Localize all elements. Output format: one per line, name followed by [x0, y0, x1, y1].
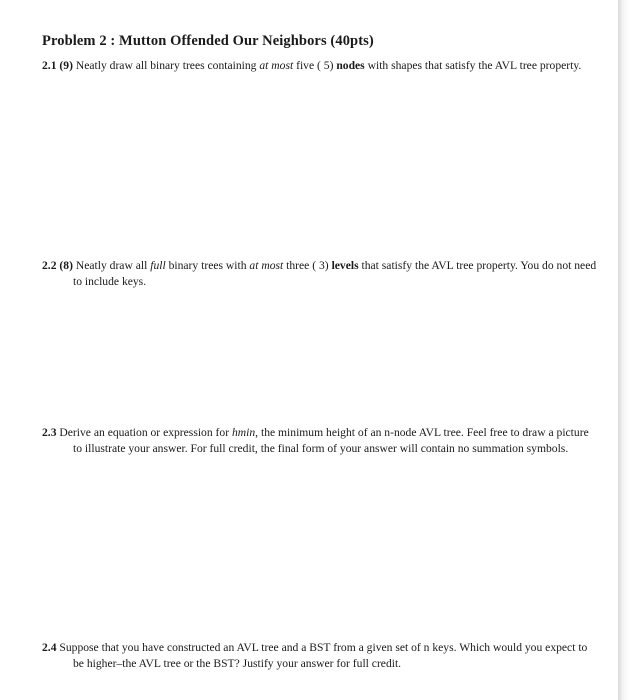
problem-text: , the minimum height of an n-node AVL tree. Feel free to draw a picture to illustrate your answer. For full credit, the final form of your answer will contain no summation symbols.	[73, 426, 589, 455]
problem-text: five ( 5)	[296, 59, 334, 72]
emphasis-text: at most	[259, 59, 294, 72]
bold-keyword: levels	[331, 259, 359, 272]
bold-keyword: nodes	[336, 59, 365, 72]
page-edge-shadow	[618, 0, 630, 700]
problem-text: with shapes that satisfy the AVL tree property.	[367, 59, 582, 72]
problem-text: that satisfy the AVL tree property. You do not need to include keys.	[73, 259, 597, 288]
problem-2-4	[42, 640, 598, 671]
problem-number: 2.3	[42, 426, 57, 439]
problem-2-2	[42, 258, 598, 289]
problem-points: (8)	[59, 259, 73, 272]
problem-points: (9)	[59, 59, 73, 72]
emphasis-text: full	[150, 259, 166, 272]
problem-text: Neatly draw all	[75, 259, 148, 272]
problem-number: 2.1	[42, 59, 57, 72]
problem-number: 2.4	[42, 641, 57, 654]
math-variable: hmin	[231, 426, 256, 439]
problem-2-1	[42, 58, 598, 74]
problem-2-3	[42, 425, 598, 456]
problem-text: binary trees with	[168, 259, 247, 272]
problem-title: Problem 2 : Mutton Offended Our Neighbors (40pts)	[42, 33, 374, 49]
emphasis-text: at most	[249, 259, 284, 272]
problem-number: 2.2	[42, 259, 57, 272]
problem-text: Derive an equation or expression for	[59, 426, 230, 439]
problem-text: Neatly draw all binary trees containing	[75, 59, 257, 72]
problem-text: Suppose that you have constructed an AVL tree and a BST from a given set of n keys. Which would you expect to be higher–the AVL tree or the BST? Justify your answer for full credit.	[59, 641, 588, 670]
problem-text: three ( 3)	[286, 259, 329, 272]
